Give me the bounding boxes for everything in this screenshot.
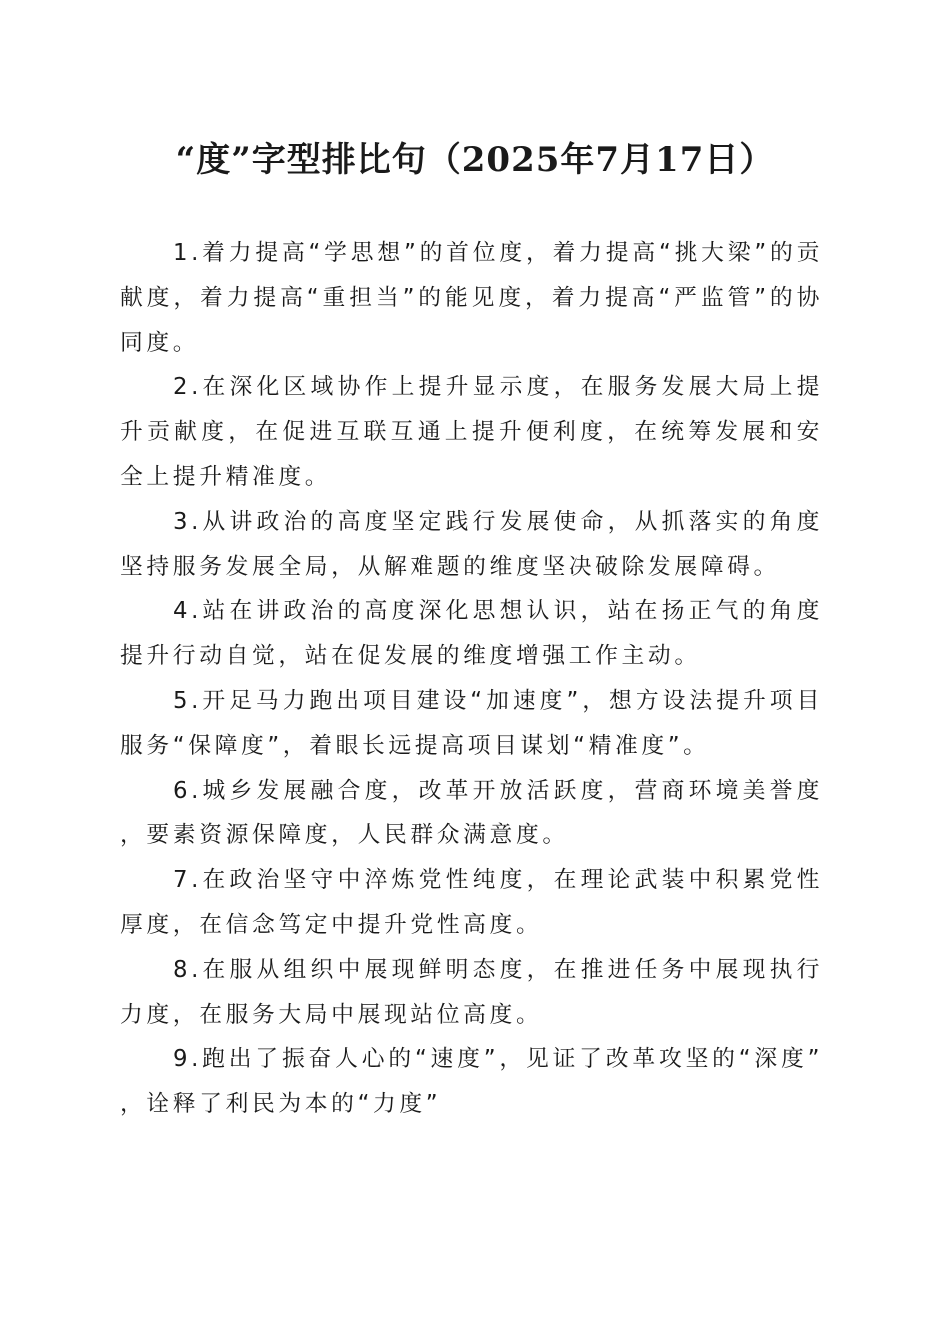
paragraph-8: 8.在服从组织中展现鲜明态度，在推进任务中展现执行力度，在服务大局中展现站位高度。 (120, 956, 823, 1028)
paragraph-1: 1.着力提高“学思想”的首位度，着力提高“挑大梁”的贡献度，着力提高“重担当”的能见度，着力提高“严监管”的协同度。 (120, 240, 823, 356)
document-title: “度”字型排比句（2025年7月17日） (175, 140, 775, 180)
document-body (120, 231, 823, 1127)
paragraph-2: 2.在深化区域协作上提升显示度，在服务发展大局上提升贡献度，在促进互联互通上提升便利度，在统筹发展和安全上提升精准度。 (120, 374, 823, 490)
paragraph-5: 5.开足马力跑出项目建设“加速度”，想方设法提升项目服务“保障度”，着眼长远提高项目谋划“精准度”。 (120, 687, 823, 759)
paragraph-4: 4.站在讲政治的高度深化思想认识，站在扬正气的角度提升行动自觉，站在促发展的维度增强工作主动。 (120, 598, 823, 670)
paragraph-6: 6.城乡发展融合度，改革开放活跃度，营商环境美誉度，要素资源保障度，人民群众满意度。 (120, 777, 823, 849)
paragraph-9: 9.跑出了振奋人心的“速度”，见证了改革攻坚的“深度”，诠释了利民为本的“力度” (120, 1046, 823, 1118)
paragraph-7: 7.在政治坚守中淬炼党性纯度，在理论武装中积累党性厚度，在信念笃定中提升党性高度。 (120, 867, 823, 938)
paragraph-3: 3.从讲政治的高度坚定践行发展使命，从抓落实的角度坚持服务发展全局，从解难题的维度坚决破除发展障碍。 (120, 508, 823, 580)
